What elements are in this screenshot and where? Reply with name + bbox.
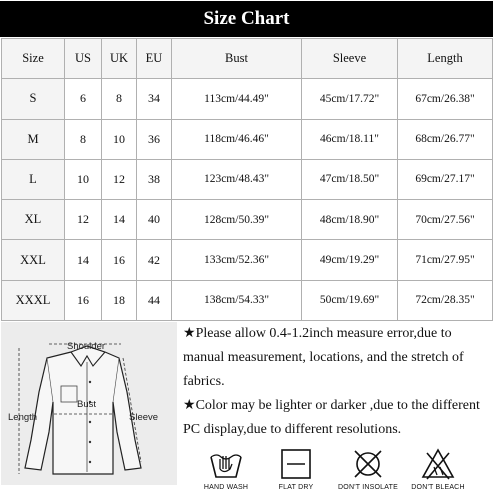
care-label: HAND WASH xyxy=(203,484,249,491)
cell-bust: 113cm/44.49" xyxy=(172,79,302,119)
cell-us: 16 xyxy=(65,280,102,320)
note-color xyxy=(183,394,491,442)
table-row xyxy=(2,159,493,199)
cell-bust: 118cm/46.46" xyxy=(172,119,302,159)
care-flat-dry xyxy=(266,447,326,497)
cell-sleeve: 48cm/18.90" xyxy=(302,200,398,240)
cell-bust: 133cm/52.36" xyxy=(172,240,302,280)
care-hand-wash xyxy=(196,447,256,497)
label-length: Length xyxy=(8,412,38,423)
care-dont-bleach xyxy=(408,447,468,497)
cell-uk: 16 xyxy=(102,240,137,280)
label-shoulder: Shoulder xyxy=(67,341,106,352)
dont-bleach-icon xyxy=(420,447,456,481)
notes-block xyxy=(183,322,491,442)
size-chart-table xyxy=(1,38,493,321)
cell-bust: 128cm/50.39" xyxy=(172,200,302,240)
label-bust: Bust xyxy=(77,399,97,410)
cell-eu: 44 xyxy=(137,280,172,320)
cell-us: 10 xyxy=(65,159,102,199)
header-eu: EU xyxy=(137,39,172,79)
header-sleeve: Sleeve xyxy=(302,39,398,79)
cell-sleeve: 45cm/17.72" xyxy=(302,79,398,119)
care-label: DON'T BLEACH xyxy=(411,484,465,491)
cell-size: XXL xyxy=(2,240,65,280)
cell-length: 71cm/27.95" xyxy=(398,240,493,280)
header-uk: UK xyxy=(102,39,137,79)
page-title: Size Chart xyxy=(0,1,493,37)
care-label: FLAT DRY xyxy=(278,484,314,491)
table-header-row xyxy=(2,39,493,79)
table-row xyxy=(2,79,493,119)
star-icon: ★ xyxy=(183,326,196,341)
cell-length: 67cm/26.38" xyxy=(398,79,493,119)
cell-size: XL xyxy=(2,200,65,240)
header-length: Length xyxy=(398,39,493,79)
cell-sleeve: 47cm/18.50" xyxy=(302,159,398,199)
header-bust: Bust xyxy=(172,39,302,79)
cell-uk: 18 xyxy=(102,280,137,320)
table-row xyxy=(2,119,493,159)
cell-size: L xyxy=(2,159,65,199)
cell-eu: 40 xyxy=(137,200,172,240)
cell-eu: 36 xyxy=(137,119,172,159)
cell-length: 72cm/28.35" xyxy=(398,280,493,320)
cell-sleeve: 49cm/19.29" xyxy=(302,240,398,280)
table-row xyxy=(2,280,493,320)
label-sleeve: Sleeve xyxy=(129,412,159,423)
header-us: US xyxy=(65,39,102,79)
cell-sleeve: 46cm/18.11" xyxy=(302,119,398,159)
cell-sleeve: 50cm/19.69" xyxy=(302,280,398,320)
cell-uk: 8 xyxy=(102,79,137,119)
cell-uk: 10 xyxy=(102,119,137,159)
cell-us: 14 xyxy=(65,240,102,280)
cell-us: 6 xyxy=(65,79,102,119)
hand-wash-icon xyxy=(208,447,244,481)
note-text: Color may be lighter or darker ,due to the different PC display,due to different resolutions. xyxy=(183,398,480,437)
cell-length: 69cm/27.17" xyxy=(398,159,493,199)
header-size: Size xyxy=(2,39,65,79)
note-measure-error xyxy=(183,322,491,394)
cell-us: 12 xyxy=(65,200,102,240)
cell-us: 8 xyxy=(65,119,102,159)
cell-size: S xyxy=(2,79,65,119)
dont-insolate-icon xyxy=(350,447,386,481)
cell-uk: 12 xyxy=(102,159,137,199)
care-dont-insolate xyxy=(338,447,398,497)
shirt-measurement-figure xyxy=(1,322,177,485)
note-text: Please allow 0.4-1.2inch measure error,due to manual measurement, locations, and the stretch of fabrics. xyxy=(183,326,464,389)
cell-eu: 38 xyxy=(137,159,172,199)
cell-size: M xyxy=(2,119,65,159)
cell-bust: 138cm/54.33" xyxy=(172,280,302,320)
cell-eu: 42 xyxy=(137,240,172,280)
cell-length: 70cm/27.56" xyxy=(398,200,493,240)
flat-dry-icon xyxy=(278,447,314,481)
star-icon: ★ xyxy=(183,398,196,413)
table-row xyxy=(2,240,493,280)
cell-size: XXXL xyxy=(2,280,65,320)
cell-length: 68cm/26.77" xyxy=(398,119,493,159)
table-row xyxy=(2,200,493,240)
care-label: DON'T INSOLATE xyxy=(338,484,398,491)
cell-bust: 123cm/48.43" xyxy=(172,159,302,199)
cell-eu: 34 xyxy=(137,79,172,119)
cell-uk: 14 xyxy=(102,200,137,240)
